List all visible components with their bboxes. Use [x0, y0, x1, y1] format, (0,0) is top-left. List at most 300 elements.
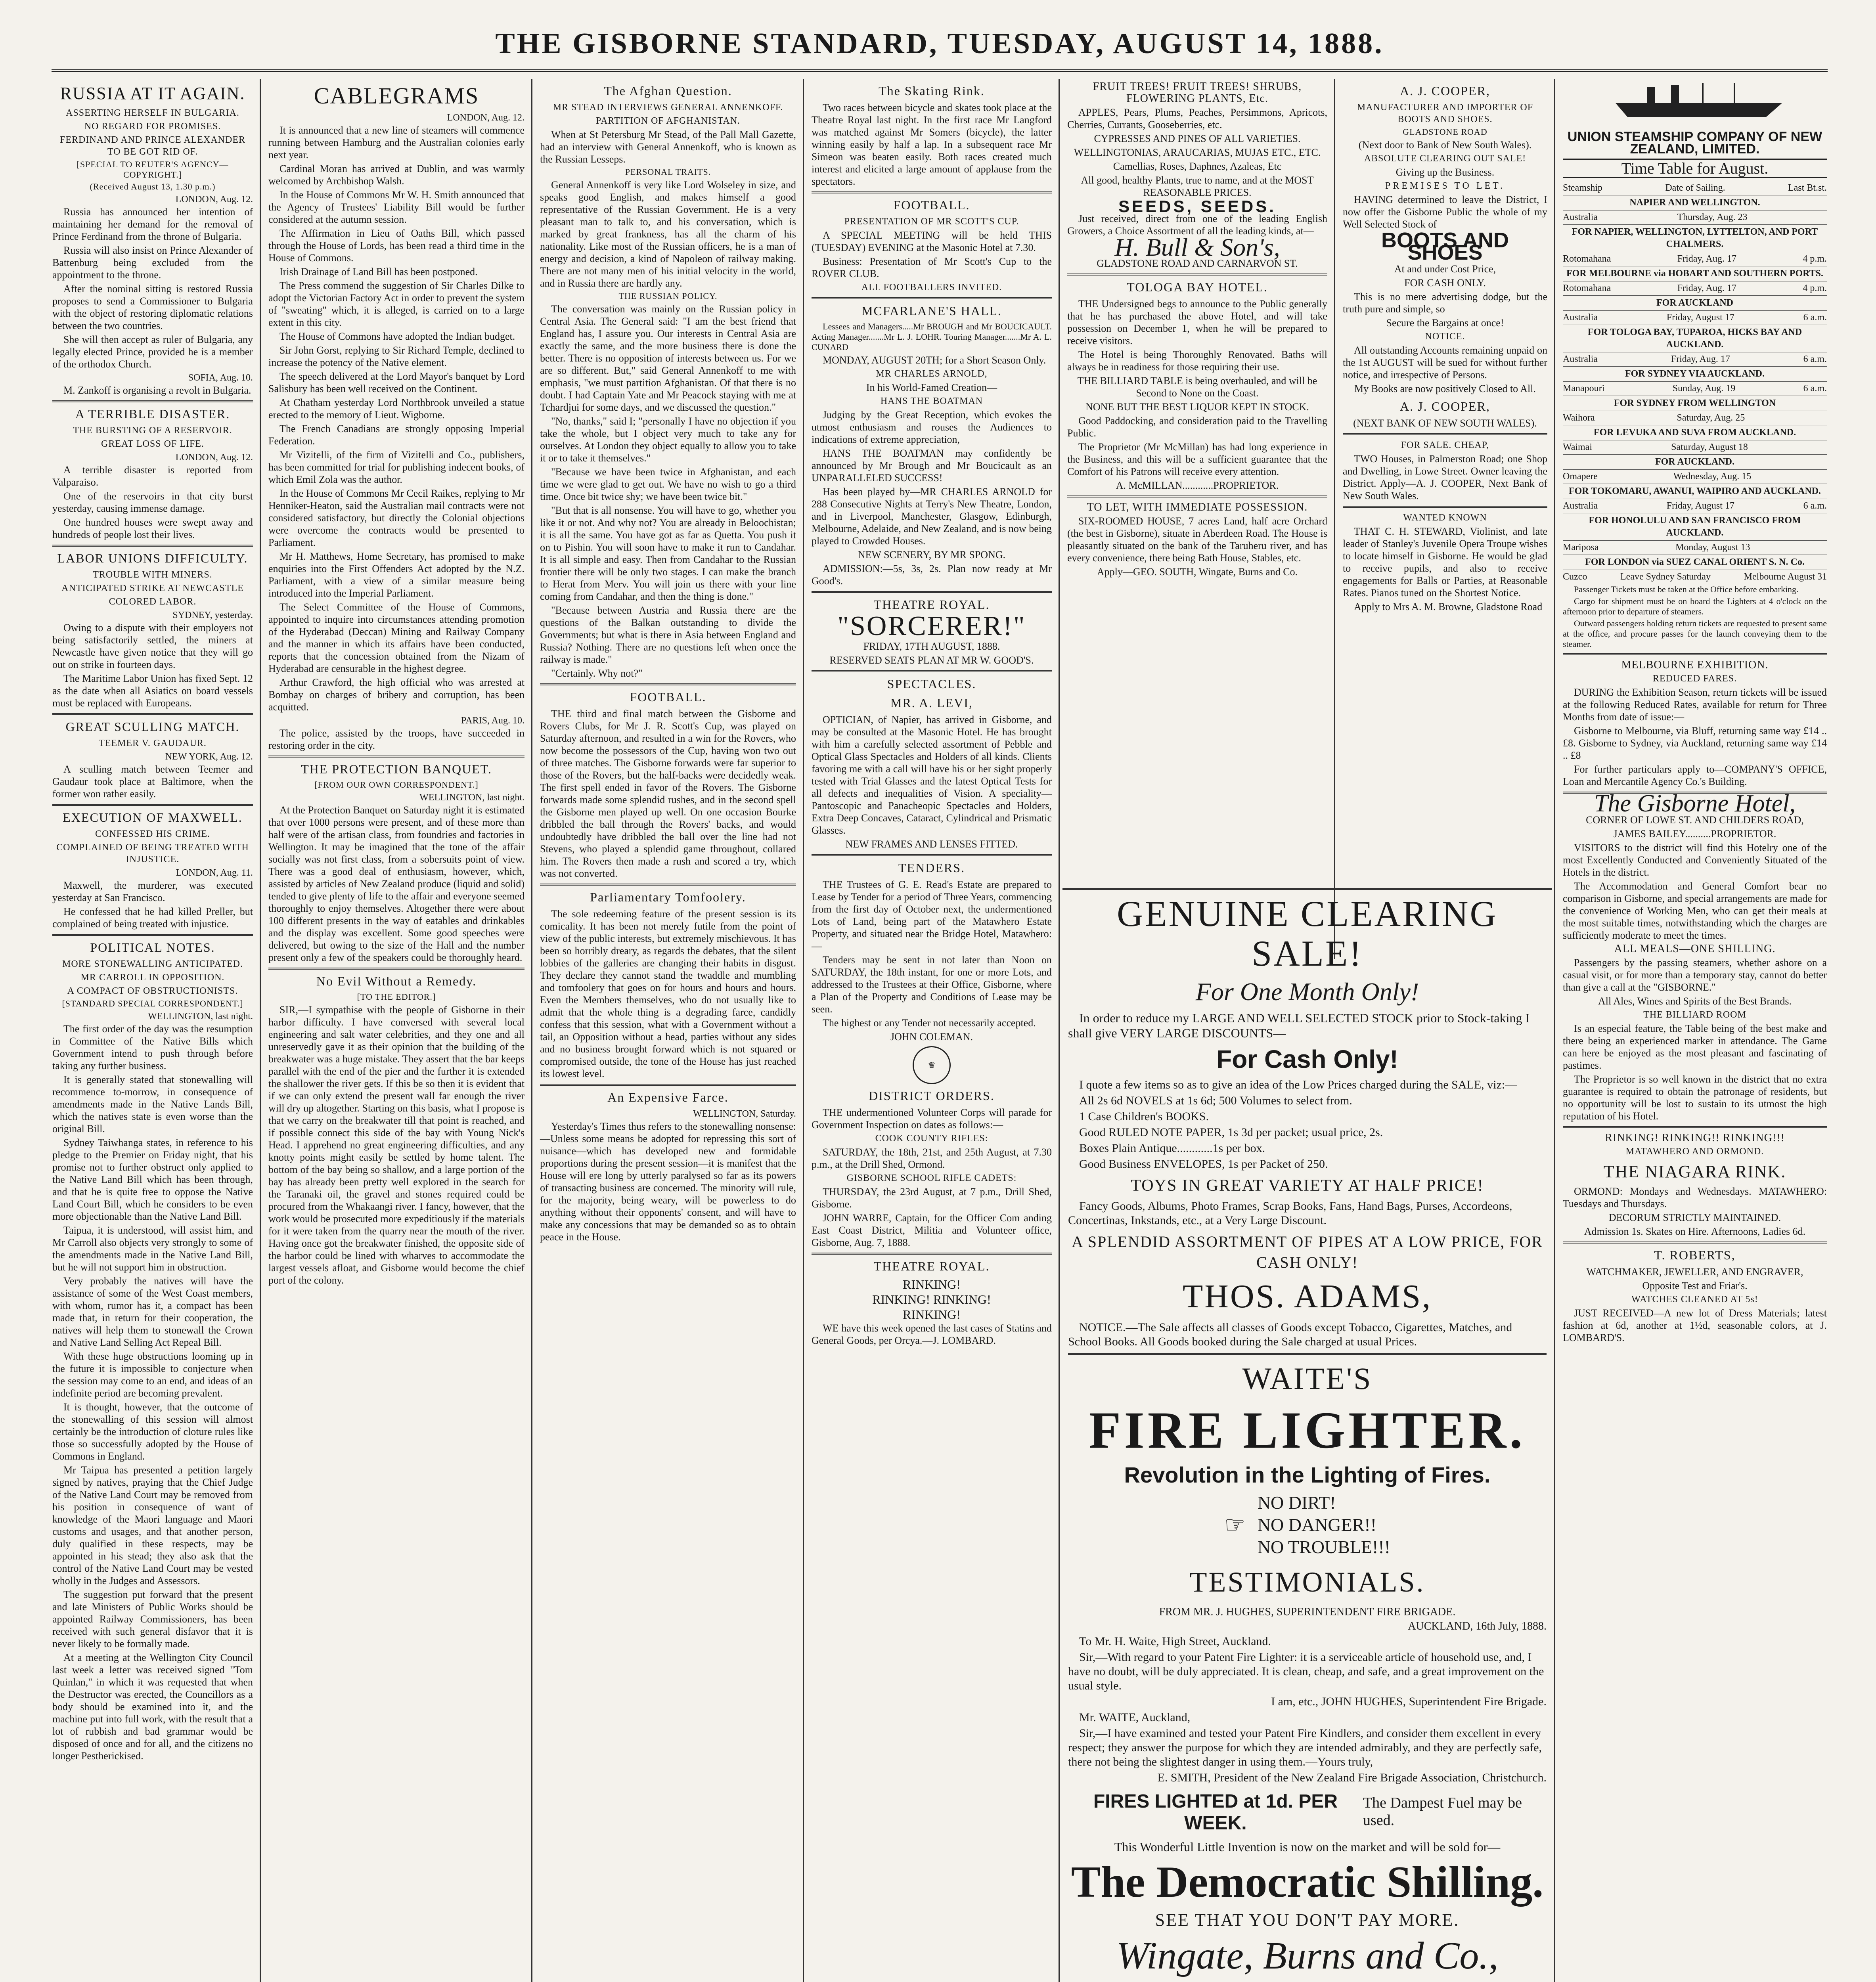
column-2-cablegrams	[264, 79, 529, 1982]
paragraph: Judging by the Great Reception, which evokes the utmost enthusiasm and rouses the Audiences to indications of extreme appreciation,	[812, 409, 1052, 445]
gisborne-hotel-title: The Gisborne Hotel,	[1594, 790, 1796, 817]
paragraph: Passengers by the passing steamers, whether ashore on a casual visit, or for more than a temporary stay, cannot do better than give a call at the "GISBORNE."	[1563, 957, 1827, 993]
timetable-route-heading: FOR LEVUKA AND SUVA FROM AUCKLAND.	[1563, 425, 1827, 440]
subhead: MORE STONEWALLING ANTICIPATED.	[62, 959, 243, 969]
timetable-cell-ship: Mariposa	[1563, 542, 1599, 553]
paragraph: Very probably the natives will have the assistance of some of the West Coast members, with whom, rumor has it, a compact has been made that, in return for their cooperation, the natives will help them to stonewall the Crown and Native Land Selling Act Repeal Bill.	[52, 1275, 253, 1348]
timetable-cell-date: Friday, Aug. 17	[1671, 354, 1730, 364]
paragraph: MONDAY, AUGUST 20TH; for a Short Season Only.	[823, 354, 1046, 366]
headline-theatre-royal: THEATRE ROYAL.	[873, 597, 990, 612]
paragraph: Admission 1s. Skates on Hire. Afternoons, Ladies 6d.	[1584, 1226, 1806, 1237]
headline-labor: LABOR UNIONS DIFFICULTY.	[57, 551, 248, 565]
headline-to-let: TO LET, WITH IMMEDIATE POSSESSION.	[1087, 501, 1308, 513]
paragraph: Irish Drainage of Land Bill has been postponed.	[279, 266, 478, 277]
paragraph: All good, healthy Plants, true to name, and at the MOST REASONABLE PRICES.	[1081, 174, 1314, 198]
dateline: SYDNEY, yesterday.	[172, 610, 253, 620]
timetable-row	[1563, 311, 1827, 325]
paragraph: The House of Commons have adopted the Indian budget.	[279, 331, 515, 342]
headline-sculling: GREAT SCULLING MATCH.	[65, 719, 240, 734]
paragraph: THE Trustees of G. E. Read's Estate are prepared to Lease by Tender for a period of Three Years, commencing from the first day of October next, the undermentioned Lots of Land, being part of the Matawhero Estate Property, and situated near the Bridge Hotel, Matawhero:—	[812, 879, 1052, 952]
price-item: Boxes Plain Antique............1s per box.	[1079, 1142, 1265, 1155]
paragraph: At a meeting at the Wellington City Council last week a letter was received signed "Tom Quinlan," in which it was requested that when the Destructor was erected, the Councillors as a body should be examined into it, and the machine put into full work, with the result that a lot of rubbish and bad grammar would be disposed of once and for all, and the citizens no longer Pestherickised.	[52, 1652, 253, 1762]
paragraph: Secure the Bargains at once!	[1386, 317, 1504, 329]
subhead: COLORED LABOR.	[109, 597, 197, 607]
divider	[52, 713, 253, 715]
column-3-afghan	[535, 79, 801, 1982]
signature: I am, etc., JOHN HUGHES, Superintendent Fire Brigade.	[1271, 1695, 1547, 1708]
pointing-hand-icon: ☞	[1224, 1512, 1246, 1538]
thos-adams: THOS. ADAMS,	[1182, 1278, 1432, 1315]
column-rule	[803, 79, 804, 1982]
paragraph: Is an especial feature, the Table being of the best make and there being an experienced marker in attendance. The Game can here be enjoyed as the most pleasant and fascinating of pastimes.	[1563, 1023, 1827, 1071]
dateline: LONDON, Aug. 12.	[175, 452, 253, 463]
timetable-cell-ship: Rotomahana	[1563, 254, 1611, 264]
no-dirt: NO DIRT!	[1257, 1492, 1336, 1513]
timetable-cell-time: 6 a.m.	[1803, 354, 1827, 364]
subhead: COOK COUNTY RIFLES:	[875, 1133, 988, 1144]
paragraph: General Annenkoff is very like Lord Wolseley in size, and speaks good English, and makes himself a good representative of the Russian Government. He is a very pleasant man to talk to, and his conversation, which is marked by great frankness, has all the charm of his nationality. Like most of the Russian officers, he is a man of energy and decision, a kind of Napoleon of railway making. There are not many men of his initial velocity in the world, and in Russia there are hardly any.	[540, 179, 796, 289]
headline-spectacles: SPECTACLES.	[887, 677, 976, 691]
timetable-cell-date: Saturday, August 18	[1671, 442, 1748, 452]
timetable-row	[1563, 252, 1827, 266]
headline-cooper: A. J. COOPER,	[1400, 84, 1490, 98]
subhead: ANTICIPATED STRIKE AT NEWCASTLE	[61, 583, 244, 593]
divider	[1067, 495, 1327, 497]
paragraph: WATCHMAKER, JEWELLER, AND ENGRAVER,	[1586, 1266, 1803, 1278]
headline-cablegrams: CABLEGRAMS	[314, 83, 479, 109]
paragraph: CYPRESSES AND PINES OF ALL VARIETIES.	[1094, 133, 1301, 144]
paragraph: Tenders may be sent in not later than Noon on SATURDAY, the 18th instant, for one or more Lots, and addressed to the Trustees at their Office, Gisborne, where a Plan of the Property and Conditions of Lease may be seen.	[812, 954, 1052, 1015]
timetable-cell-ship: Australia	[1563, 501, 1598, 511]
subhead: WANTED KNOWN	[1403, 513, 1487, 523]
divider	[52, 934, 253, 936]
niagara-rink-title: THE NIAGARA RINK.	[1603, 1162, 1786, 1181]
fires-lighted: FIRES LIGHTED at 1d. PER WEEK.	[1093, 1791, 1338, 1834]
subhead: COMPLAINED OF BEING TREATED WITH INJUSTICE.	[56, 842, 249, 865]
subhead: MANUFACTURER AND IMPORTER OF BOOTS AND SHOES.	[1357, 102, 1533, 124]
subhead: NOTICE.	[1425, 331, 1465, 342]
paragraph: Giving up the Business.	[1396, 166, 1495, 178]
column-7-shipping	[1558, 79, 1832, 1982]
timetable-cell-time: 4 p.m.	[1803, 283, 1827, 293]
paragraph: At Chatham yesterday Lord Northbrook unveiled a statue erected to the memory of Lieut. Wigborne.	[268, 397, 525, 421]
subhead: ALL FOOTBALLERS INVITED.	[861, 282, 1002, 293]
subhead: REDUCED FARES.	[1652, 673, 1737, 684]
fires-lighted-row	[1068, 1791, 1547, 1834]
divider	[812, 591, 1052, 593]
subhead: THE BURSTING OF A RESERVOIR.	[73, 425, 232, 436]
paragraph: DECORUM STRICTLY MAINTAINED.	[1608, 1212, 1781, 1223]
subhead: HANS THE BOATMAN	[880, 396, 983, 406]
signature: E. SMITH, President of the New Zealand Fire Brigade Association, Christchurch.	[1157, 1771, 1547, 1784]
paragraph: ORMOND: Mondays and Wednesdays. MATAWHERO: Tuesdays and Thursdays.	[1563, 1186, 1827, 1209]
paragraph: Arthur Crawford, the high official who was arrested at Bombay on charges of bribery and corruption, has been acquitted.	[268, 677, 525, 713]
divider	[812, 670, 1052, 672]
column-6-cooper	[1338, 79, 1552, 959]
divider	[1067, 274, 1327, 275]
paragraph: Owing to a dispute with their employers not being satisfactorily settled, the miners at Newcastle have given notice that they will go out on strike in fourteen days.	[52, 622, 253, 670]
divider	[1343, 433, 1547, 435]
subhead: PERSONAL TRAITS.	[625, 167, 711, 177]
rinking-line: RINKING! RINKING!	[872, 1292, 991, 1307]
divider	[812, 854, 1052, 856]
timetable-row	[1563, 411, 1827, 425]
paragraph: Cardinal Moran has arrived at Dublin, and was warmly welcomed by Archbishop Walsh.	[268, 163, 525, 187]
timetable-cell-time: 6 a.m.	[1803, 383, 1827, 394]
timetable-row	[1563, 541, 1827, 555]
subhead: CONFESSED HIS CRIME.	[95, 829, 211, 839]
subhead: NO REGARD FOR PROMISES.	[84, 121, 221, 132]
paragraph: The French Canadians are strongly opposing Imperial Federation.	[268, 423, 525, 447]
timetable-row	[1563, 499, 1827, 513]
credit: [SPECIAL TO REUTER'S AGENCY—COPYRIGHT.]	[77, 159, 229, 180]
crown-emblem-icon: ♛	[913, 1046, 951, 1084]
timetable-cell-date: Thursday, Aug. 23	[1677, 212, 1748, 222]
union-steamship-logo: UNION STEAMSHIP COMPANY OF NEW ZEALAND, LIMITED.	[1567, 129, 1822, 157]
wingate-burns: Wingate, Burns and Co.,	[1116, 1934, 1499, 1977]
paragraph: Taipua, it is understood, will assist him, and Mr Carroll also objects very strongly to some of the amendments made in the Native Land Bill, but he will not support him in obstruction.	[52, 1224, 253, 1273]
paragraph: At the Protection Banquet on Saturday night it is estimated that over 1000 persons were present, and of these more than half were of the artisan class, from foundries and factories in Wellington. It may be imagined that the tone of the affair socially was not first class, from a sobersuits point of view. There was a good deal of enthusiasm, however, which, assisted by articles of New Zealand produce (liquid and solid) tended to give plenty of life to the affair and everyone seemed thoroughly to enjoy themselves. Altogether there were about 100 different presents in the way of eatables and drinkables and the display was excellent. Some good speeches were delivered, but owing to the size of the Hall and the number present only a few of the speakers could be thoroughly heard.	[268, 804, 525, 963]
headline-russia: RUSSIA AT IT AGAIN.	[60, 84, 245, 103]
paragraph: Sir,—With regard to your Patent Fire Lighter: it is a serviceable article of household use, and, I have no doubt, will be duly appreciated. It is clean, cheap, and safe, and a great improvement on the usual style.	[1068, 1651, 1544, 1692]
timetable-route-heading: FOR TOLOGA BAY, TUPAROA, HICKS BAY AND AUCKLAND.	[1563, 325, 1827, 352]
subhead: FERDINAND AND PRINCE ALEXANDER TO BE GOT RID OF.	[59, 135, 245, 157]
paragraph: JUST RECEIVED—A new lot of Dress Materials; latest fashion at 6d, another at 1½d, seasonable colors, at J. LOMBARD'S.	[1563, 1307, 1827, 1343]
paragraph: OPTICIAN, of Napier, has arrived in Gisborne, and may be consulted at the Masonic Hotel. He has brought with him a carefully selected assortment of Pebble and Optical Glass Spectacles and Holders of all kinds. Clients favoring me with a call will have his or her sight properly tested with Trial Glasses and the latest Optical Tests for all defects and inequalities of Vision. A speciality—Pantoscopic and Panacheopic Spectacles and Holders, Extra Deep Concaves, Cataract, Cylindrical and Prismatic Glasses.	[812, 714, 1052, 836]
testimonials-title: TESTIMONIALS.	[1189, 1566, 1425, 1598]
subhead: TROUBLE WITH MINERS.	[93, 570, 212, 580]
headline-district-orders: DISTRICT ORDERS.	[869, 1089, 995, 1103]
timetable-route-heading: FOR AUCKLAND	[1563, 296, 1827, 311]
column-rule	[531, 79, 532, 1982]
divider	[812, 191, 1052, 193]
paragraph: Sir John Gorst, replying to Sir Richard Temple, declined to increase the potency of the Native element.	[268, 344, 525, 368]
headline-afghan: The Afghan Question.	[604, 84, 732, 98]
paragraph: AUCKLAND, 16th July, 1888.	[1408, 1620, 1547, 1632]
paragraph: In the House of Commons Mr W. H. Smith announced that the Agency of Trustees' Liability Bill would be further considered at the autumn session.	[268, 189, 525, 225]
no-danger: NO DANGER!!	[1257, 1515, 1377, 1535]
clearing-sale-title: GENUINE CLEARING SALE!	[1117, 893, 1498, 974]
timetable-cell-ship: Waihora	[1563, 413, 1595, 423]
timetable-row	[1563, 281, 1827, 296]
subhead: GLADSTONE ROAD	[1403, 127, 1487, 137]
timetable-cell-ship: Cuzco	[1563, 572, 1587, 582]
paragraph: CORNER OF LOWE ST. AND CHILDERS ROAD,	[1586, 814, 1804, 826]
tt-header-ship: Steamship	[1563, 183, 1602, 193]
timetable-cell-time: 6 a.m.	[1803, 312, 1827, 323]
paragraph: The Affirmation in Lieu of Oaths Bill, which passed through the House of Lords, has been read a third time in the House of Commons.	[268, 228, 525, 264]
no-trouble: NO TROUBLE!!!	[1257, 1537, 1390, 1557]
paragraph: This Wonderful Little Invention is now on the market and will be sold for—	[1114, 1840, 1501, 1854]
timetable-row	[1563, 382, 1827, 396]
paragraph: One hundred houses were swept away and hundreds of people lost their lives.	[52, 517, 253, 540]
column-rule	[1334, 79, 1335, 959]
paragraph: The Accommodation and General Comfort bear no comparison in Gisborne, and special arrangements are made for the convenience of Working Men, who can get their meals at the most suitable times, notwithstanding which the charges are sufficiently moderate to meet the times.	[1563, 880, 1827, 941]
headline-skating-rink: The Skating Rink.	[879, 84, 985, 98]
paragraph: WE have this week opened the last cases of Statins and General Goods, per Orcya.—J. LOMBARD.	[812, 1322, 1052, 1346]
paragraph: The Press commend the suggestion of Sir Charles Dilke to adopt the Victorian Factory Act in order to prevent the system of "sweating" which, it is alleged, is carried on to a large extent in this city.	[268, 280, 525, 328]
paragraph: THE Undersigned begs to announce to the Public generally that he has purchased the above Hotel, and will take possession on December 1, when he will be prepared to receive visitors.	[1067, 298, 1327, 346]
paragraph: NOTICE.—The Sale affects all classes of Goods except Tobacco, Cigarettes, Matches, and School Books. All Goods booked during the Sale charged at usual Prices.	[1068, 1321, 1512, 1348]
paragraph: "Because we have been twice in Afghanistan, and each time we were glad to get out. We have no wish to go a third time. Once bit twice shy; we have been twice bit."	[540, 466, 796, 502]
paragraph: He confessed that he had killed Preller, but complained of being treated with injustice.	[52, 906, 253, 930]
h-bull-title: H. Bull & Son's,	[1114, 233, 1280, 261]
paragraph: DURING the Exhibition Season, return tickets will be issued at the following Reduced Rates, available for return for Three Months from date of issue:—	[1563, 687, 1827, 723]
paragraph: Russia will also insist on Prince Alexander of Battenburg being excluded from the appointment to the throne.	[52, 245, 253, 281]
dateline: LONDON, Aug. 11.	[176, 868, 253, 878]
paragraph: Fancy Goods, Albums, Photo Frames, Scrap Books, Fans, Hand Bags, Purses, Accordeons, Concertinas, Inkstands, etc., at a Very Large Discount.	[1068, 1200, 1512, 1227]
paragraph: The Proprietor is so well known in the district that no extra guarantee is required to obtain the patronage of residents, but no opportunity will be lost to sustain to its utmost the high reputation of his Hotel.	[1563, 1073, 1827, 1122]
dateline: WELLINGTON, Saturday.	[693, 1109, 796, 1119]
paragraph: A sculling match between Teemer and Gaudaur took place at Baltimore, when the former won rather easily.	[52, 763, 253, 800]
tt-header-time: Last Bt.st.	[1788, 183, 1827, 193]
timetable-route-heading: FOR NAPIER, WELLINGTON, LYTTELTON, AND PORT CHALMERS.	[1563, 225, 1827, 252]
paragraph: In order to reduce my LARGE AND WELL SELECTED STOCK prior to Stock-taking I shall give VERY LARGE DISCOUNTS—	[1068, 1011, 1530, 1040]
timetable-cell-time: 4 p.m.	[1803, 254, 1827, 264]
timetable-cell-time: Melbourne August 31	[1744, 572, 1827, 582]
timetable-route-heading: FOR MELBOURNE via HOBART AND SOUTHERN PORTS.	[1563, 266, 1827, 281]
timetable-row	[1563, 470, 1827, 484]
timetable-route-heading: FOR HONOLULU AND SAN FRANCISCO FROM AUCKLAND.	[1563, 513, 1827, 541]
for-cash-only: For Cash Only!	[1216, 1045, 1398, 1073]
timetable-route-heading: FOR SYDNEY VIA AUCKLAND.	[1563, 367, 1827, 382]
price-item: All 2s 6d NOVELS at 1s 6d; 500 Volumes to select from.	[1079, 1094, 1352, 1107]
steamship-icon	[1592, 79, 1798, 123]
timetable-cell-date: Saturday, Aug. 25	[1677, 413, 1745, 423]
paragraph: SIR,—I sympathise with the people of Gisborne in their harbor difficulty. I have conversed with several local engineering and salt water celebrities, and they one and all unreservedly gave it as their opinion that the building of the breakwater was a huge mistake. They assert that the bar keeps parallel with the end of the pier and the further it is extended the shallower the river gets. If this be so then it is evident that if we can only extend the present wall far enough the river will dry up altogether. Starting on this basis, what I propose is that we carry on the breakwater till that point is reached, and if possible connect this side of the bay with Young Nick's Head. I apprehend no great engineering difficulties, and any knotty points might easily be settled by home talent. The bottom of the bay being so shallow, and a large portion of the bay has already been pretty well explored in the search for the Taranaki oil, the gravel and stones required could be procured from the Whakaangi river. I fancy, however, that the work would be prosecuted more expeditiously if the materials for it were taken from the quarry near the mouth of the river. Having once got the breakwater finished, the opposite side of the harbor could be lined with wharves to accommodate the largest vessels afloat, and Gisborne would become the chief port of the colony.	[268, 1004, 525, 1286]
paragraph: I quote a few items so as to give an idea of the Low Prices charged during the SALE, viz:—	[1079, 1078, 1517, 1091]
subhead: PRESENTATION OF MR SCOTT'S CUP.	[844, 216, 1019, 227]
paragraph: Maxwell, the murderer, was executed yesterday at San Francisco.	[52, 880, 253, 903]
timetable-row	[1563, 570, 1827, 584]
timetable-cell-ship: Australia	[1563, 354, 1598, 364]
paragraph: The Maritime Labor Union has fixed Sept. 12 as the date when all Asiatics on board vessels must be replaced with Europeans.	[52, 673, 253, 709]
paragraph: TWO Houses, in Palmerston Road; one Shop and Dwelling, in Lowe Street. Owner leaving the District. Apply—A. J. COOPER, Next Bank of New South Wales.	[1343, 453, 1547, 501]
subhead: PREMISES TO LET.	[1385, 181, 1505, 191]
one-month-only: For One Month Only!	[1195, 978, 1419, 1006]
timetable-cell-date: Friday, August 17	[1666, 501, 1734, 511]
subhead: MR STEAD INTERVIEWS GENERAL ANNENKOFF.	[553, 102, 783, 113]
credit: [FROM OUR OWN CORRESPONDENT.]	[314, 780, 479, 790]
timetable-row	[1563, 210, 1827, 225]
dateline: PARIS, Aug. 10.	[461, 716, 525, 726]
paragraph: Outward passengers holding return tickets are requested to present same at the office, and procure passes for the launch conveying them to the steamer.	[1563, 618, 1827, 649]
signature: Apply—GEO. SOUTH, Wingate, Burns and Co.	[1097, 566, 1298, 578]
paragraph: This is no mere advertising dodge, but the truth pure and simple, so	[1343, 291, 1547, 315]
subhead: ALL MEALS—ONE SHILLING.	[1614, 943, 1776, 955]
subhead: WATCHES CLEANED AT 5s!	[1631, 1294, 1758, 1305]
toys-headline: TOYS IN GREAT VARIETY AT HALF PRICE!	[1131, 1177, 1484, 1195]
price-item: 1 Case Children's BOOKS.	[1079, 1110, 1209, 1123]
subhead: TEEMER V. GAUDAUR.	[99, 738, 207, 748]
paragraph: A terrible disaster is reported from Valparaiso.	[52, 464, 253, 488]
paragraph: Mr H. Matthews, Home Secretary, has promised to make enquiries into the First Offenders Act adopted by the N.Z. Parliament, with a view of a similar measure being introduced into the Imperial Parliament.	[268, 551, 525, 599]
paragraph: JOHN WARRE, Captain, for the Officer Com anding East Coast District, Militia and Volunteer office, Gisborne, Aug. 7, 1888.	[812, 1212, 1052, 1248]
divider	[52, 804, 253, 806]
headline-tenders: TENDERS.	[898, 861, 965, 875]
paragraph: Mr Taipua has presented a petition largely signed by natives, praying that the Chief Judge of the Native Land Court may be removed from his position in consequence of want of knowledge of the Maori language and Maori customs and usages, and that another person, duly qualified in these respects, may be appointed in his stead; they also ask that the control of the Native Land Court may be vested wholly in the Judges and Assessors.	[52, 1464, 253, 1586]
timetable-cell-ship: Manapouri	[1563, 383, 1605, 394]
roberts-title: T. ROBERTS,	[1654, 1248, 1736, 1262]
headline-execution: EXECUTION OF MAXWELL.	[63, 810, 243, 825]
divider	[812, 1253, 1052, 1255]
paragraph: SIX-ROOMED HOUSE, 7 acres Land, half acre Orchard (the best in Gisborne), situate in Aberdeen Road. The House is pleasantly situated on the bank of the Taruheru river, and has every convenience, there being Bath House, Stables, etc.	[1067, 515, 1327, 564]
timetable-cell-date: Wednesday, Aug. 15	[1673, 471, 1752, 482]
divider	[1563, 653, 1827, 655]
paragraph: FRIDAY, 17TH AUGUST, 1888.	[863, 641, 1000, 652]
timetable-row	[1563, 440, 1827, 455]
timetable-cell-ship: Omapere	[1563, 471, 1598, 482]
paragraph: THE undermentioned Volunteer Corps will parade for Government Inspection on dates as follows:—	[812, 1107, 1052, 1131]
no-list	[1258, 1492, 1390, 1558]
paragraph: The highest or any Tender not necessarily accepted.	[823, 1017, 1036, 1029]
timetable-cell-time: 6 a.m.	[1803, 501, 1827, 511]
timetable-title: Time Table for August.	[1563, 159, 1827, 178]
paragraph: The speech delivered at the Lord Mayor's banquet by Lord Salisbury has been well received on the Continent.	[268, 371, 525, 394]
rinking-line: RINKING!	[903, 1307, 961, 1322]
received-line: (Received August 13, 1.30 p.m.)	[90, 182, 216, 191]
paragraph: The Hotel is being Thoroughly Renovated. Baths will always be in readiness for those requiring their use.	[1067, 349, 1327, 373]
paragraph: NEW FRAMES AND LENSES FITTED.	[845, 838, 1018, 850]
divider	[812, 297, 1052, 299]
timetable-cell-date: Sunday, Aug. 19	[1672, 383, 1736, 394]
paragraph: Russia has announced her intention of maintaining her demand for the removal of Prince Ferdinand from the throne of Bulgaria.	[52, 206, 253, 242]
paragraph: It is thought, however, that the outcome of the stonewalling of this session will almost certainly be the introduction of cloture rules like those so successfully adopted by the House of Commons in England.	[52, 1401, 253, 1462]
seeds-banner: SEEDS, SEEDS.	[1118, 197, 1276, 216]
subhead: RINKING! RINKING!! RINKING!!!	[1605, 1132, 1785, 1144]
paragraph: It is announced that a new line of steamers will commence running between Hamburg and the Australian colonies early next year.	[268, 124, 525, 161]
paragraph: All outstanding Accounts remaining unpaid on the 1st AUGUST will be sued for without further notice, and irrespective of Persons.	[1343, 344, 1547, 381]
timetable-cell-ship: Australia	[1563, 212, 1598, 222]
paragraph: JAMES BAILEY..........PROPRIETOR.	[1613, 828, 1776, 840]
paragraph: The Proprietor (Mr McMillan) has had long experience in the Business, and this will be a sufficient guarantee that the Comfort of his Patrons will receive every attention.	[1067, 441, 1327, 477]
masthead-title: THE GISBORNE STANDARD, TUESDAY, AUGUST 14, 1888.	[495, 27, 1384, 60]
dateline: WELLINGTON, last night.	[148, 1011, 253, 1022]
rinking-line: RINKING!	[903, 1277, 961, 1291]
column-1-news	[48, 79, 258, 1982]
paragraph: Opposite Test and Friar's.	[1642, 1280, 1748, 1291]
paragraph: "No, thanks," said I; "personally I have no objection if you take the whole, but I object very much to take any for ourselves. At London they object equally to allow you to take it or to take it themselves."	[540, 415, 796, 464]
headline-levi: MR. A. LEVI,	[890, 696, 973, 710]
timetable-cell-ship: Rotomahana	[1563, 283, 1611, 293]
paragraph: The conversation was mainly on the Russian policy in Central Asia. The General said: "I am the best friend that England has, I assure you. Our interests in Central Asia are exactly the same, and the more business there is done the better. There is no opposition of interests between us. For we are so different. But," said General Annenkoff to me with emphasis, "we must partition Afghanistan. Of that there is no doubt. I had Captain Yate and Mr Peacock staying with me at Tchardjui for some days, and we discussed the question."	[540, 303, 796, 413]
headline-theatre-royal-2: THEATRE ROYAL.	[873, 1259, 990, 1273]
paragraph: It is generally stated that stonewalling will recommence to-morrow, in consequence of amendments made in the Native Lands Bill, which the natives state is even worse than the original Bill.	[52, 1074, 253, 1134]
timetable-cell-date: Friday, Aug. 17	[1677, 254, 1736, 264]
headline-no-evil: No Evil Without a Remedy.	[316, 974, 477, 988]
paragraph: VISITORS to the district will find this Hotelry one of the most Excellently Conducted and Conveniently Situated of the Hotels in the district.	[1563, 842, 1827, 878]
paragraph: Has been played by—MR CHARLES ARNOLD for 288 Consecutive Nights at Terry's New Theatre, London, and in Liverpool, Manchester, Glasgow, Edinburgh, Melbourne, Adelaide, and New Zealand, and is now being played to Crowded Houses.	[812, 486, 1052, 547]
paragraph: Yesterday's Times thus refers to the stonewalling nonsense:—Unless some means be adopted for repressing this sort of nuisance—which has developed new and formidable proportions during the present session—it is manifest that the House will ere long by utterly paralysed so far as its powers of transacting business are concerned. The minority will rule, for the majority, being weary, will be powerless to do anything without their opponents' consent, and will have to make any concessions that may be demanded so as to obtain peace in the House.	[540, 1121, 796, 1243]
timetable-cell-date: Leave Sydney Saturday	[1620, 572, 1711, 582]
paragraph: FROM MR. J. HUGHES, SUPERINTENDENT FIRE BRIGADE.	[1159, 1606, 1456, 1618]
divider	[268, 968, 525, 970]
paragraph: GLADSTONE ROAD AND CARNARVON ST.	[1097, 258, 1298, 269]
paragraph: HAVING determined to leave the District, I now offer the Gisborne Public the whole of my Well Selected Stock of	[1343, 194, 1547, 230]
paragraph: With these huge obstructions looming up in the future it is impossible to conjecture when the session may come to an end, and ideas of an indefinite period are becoming prevalent.	[52, 1351, 253, 1399]
subhead: THE RUSSIAN POLICY.	[618, 291, 718, 301]
paragraph: HANS THE BOATMAN may confidently be announced by Mr Brough and Mr Boucicault as an UNPARALLELED SUCCESS!	[812, 448, 1052, 484]
subhead: ABSOLUTE CLEARING OUT SALE!	[1364, 153, 1526, 164]
paragraph: THAT C. H. STEWARD, Violinist, and late leader of Stanley's Juvenile Opera Troupe wishes to locate himself in Gisborne. He would be glad to receive pupils, and also to receive engagements for Balls or Parties, at Reasonable Rates. Pianos tuned on the Shortest Notice.	[1343, 526, 1547, 599]
wide-ad-block	[1062, 888, 1552, 1982]
divider	[52, 545, 253, 547]
subhead: ASSERTING HERSELF IN BULGARIA.	[66, 108, 239, 118]
divider	[1563, 1126, 1827, 1128]
divider	[540, 884, 796, 886]
paragraph: One of the reservoirs in that city burst yesterday, causing immense damage.	[52, 490, 253, 514]
divider	[1563, 1242, 1827, 1244]
paragraph: Cargo for shipment must be on board the Lighters at 4 o'clock on the afternoon prior to departure of steamers.	[1563, 596, 1827, 616]
paragraph: In his World-Famed Creation—	[866, 382, 997, 393]
timetable-cell-ship: Waimai	[1563, 442, 1593, 452]
divider	[268, 756, 525, 758]
column-rule	[260, 79, 261, 1982]
headline-fruit-trees: FRUIT TREES! FRUIT TREES! SHRUBS, FLOWERING PLANTS, Etc.	[1093, 80, 1302, 105]
timetable-route-heading: NAPIER AND WELLINGTON.	[1563, 195, 1827, 210]
paragraph: All Ales, Wines and Spirits of the Best Brands.	[1598, 995, 1792, 1007]
headline-football: FOOTBALL.	[630, 690, 706, 704]
subhead: A COMPACT OF OBSTRUCTIONISTS.	[67, 986, 238, 996]
headline-expensive-farce: An Expensive Farce.	[607, 1090, 729, 1104]
paragraph: SEE THAT YOU DON'T PAY MORE.	[1155, 1910, 1460, 1930]
democratic-shilling: The Democratic Shilling.	[1071, 1858, 1544, 1907]
paragraph: THE BILLIARD TABLE is being overhauled, and will be Second to None on the Coast.	[1077, 375, 1317, 399]
paragraph: M. Zankoff is organising a revolt in Bulgaria.	[63, 385, 251, 396]
paragraph: NEW SCENERY, BY MR SPONG.	[858, 549, 1006, 561]
paragraph: Lessees and Managers.....Mr BROUGH and Mr BOUCICAULT. Acting Manager.......Mr L. J. LOHR. Touring Manager.......Mr A. L. CUNARD	[812, 321, 1052, 352]
paragraph: (Next door to Bank of New South Wales).	[1358, 139, 1532, 151]
headline-disaster: A TERRIBLE DISASTER.	[75, 407, 230, 421]
paragraph: Just received, direct from one of the leading English Growers, a Choice Assortment of all the leading kinds, at—	[1067, 213, 1327, 237]
subhead: MR CHARLES ARNOLD,	[876, 369, 988, 379]
paragraph: Mr Vizitelli, of the firm of Vizitelli and Co., publishers, has been committed for trial for publishing indecent books, of which Emil Zola was the author.	[268, 449, 525, 485]
timetable-route-heading: FOR LONDON via SUEZ CANAL ORIENT S. N. Co.	[1563, 555, 1827, 570]
headline-mcfarlanes-hall: MCFARLANE'S HALL.	[861, 304, 1002, 318]
paragraph: At and under Cost Price,	[1394, 263, 1496, 275]
headline-political: POLITICAL NOTES.	[90, 940, 215, 955]
paragraph: (NEXT BANK OF NEW SOUTH WALES).	[1353, 417, 1537, 429]
divider	[1068, 1353, 1547, 1355]
paragraph: SATURDAY, the 18th, 21st, and 25th August, at 7.30 p.m., at the Drill Shed, Ormond.	[812, 1146, 1052, 1170]
paragraph: Apply to Mrs A. M. Browne, Gladstone Road	[1354, 601, 1543, 612]
price-item: Good Business ENVELOPES, 1s per Packet of 250.	[1079, 1157, 1328, 1171]
paragraph: NONE BUT THE BEST LIQUOR KEPT IN STOCK.	[1085, 401, 1309, 413]
paragraph: In the House of Commons Mr Cecil Raikes, replying to Mr Henniker-Heaton, said the Australian mail contracts were not considered satisfactory, but directly the Colonial objections were overcome the contracts would be presented to Parliament.	[268, 488, 525, 548]
boots-and-shoes: BOOTS AND SHOES	[1381, 228, 1509, 264]
timetable-cell-date: Monday, August 13	[1675, 542, 1750, 553]
timetable-route-heading: FOR AUCKLAND.	[1563, 455, 1827, 470]
sorcerer-title: "SORCERER!"	[837, 611, 1026, 641]
headline-tologa-bay: TOLOGA BAY HOTEL.	[1127, 280, 1268, 294]
timetable-cell-date: Friday, Aug. 17	[1677, 283, 1736, 293]
paragraph: Business: Presentation of Mr Scott's Cup to the ROVER CLUB.	[812, 256, 1052, 279]
paragraph: Mr. WAITE, Auckland,	[1079, 1711, 1191, 1724]
paragraph: WELLINGTONIAS, ARAUCARIAS, MUJAS ETC., ETC.	[1074, 147, 1321, 158]
paragraph: "But that is all nonsense. You will have to go, whether you like it or not. And why not? You are already in Beloochistan; it is all the same. You have got as far as Quetta. You push it on to Pishin. You will soon have to make it run to Candahar. It is all simple and easy. Then from Candahar to the Russian frontier there will be only two stages. I can make the branch to Herat from Merv. You will join us there with your line coming from Candahar, and then the thing is done."	[540, 505, 796, 602]
timetable-row	[1563, 352, 1827, 367]
paragraph: "Because between Austria and Russia there are the questions of the Balkan outstanding to divide the Governments; but what is there in Asia between England and Russia? Nothing. There are no questions left when once the railway is made."	[540, 605, 796, 665]
signature: JOHN COLEMAN.	[890, 1031, 973, 1043]
paragraph: RESERVED SEATS PLAN AT MR W. GOOD'S.	[829, 654, 1034, 666]
revolution-headline: Revolution in the Lighting of Fires.	[1124, 1462, 1491, 1487]
paragraph: Camellias, Roses, Daphnes, Azaleas, Etc	[1113, 161, 1282, 172]
paragraph: When at St Petersburg Mr Stead, of the Pall Mall Gazette, had an interview with General Annenkoff, who is known as the Russian Lesseps.	[540, 129, 796, 165]
dateline: LONDON, Aug. 12.	[175, 194, 253, 205]
paragraph: APPLES, Pears, Plums, Peaches, Persimmons, Apricots, Cherries, Currants, Gooseberries, etc.	[1067, 107, 1327, 130]
headline-football-notice: FOOTBALL.	[893, 198, 970, 212]
price-item: Good RULED NOTE PAPER, 1s 3d per packet; usual price, 2s.	[1079, 1126, 1383, 1139]
